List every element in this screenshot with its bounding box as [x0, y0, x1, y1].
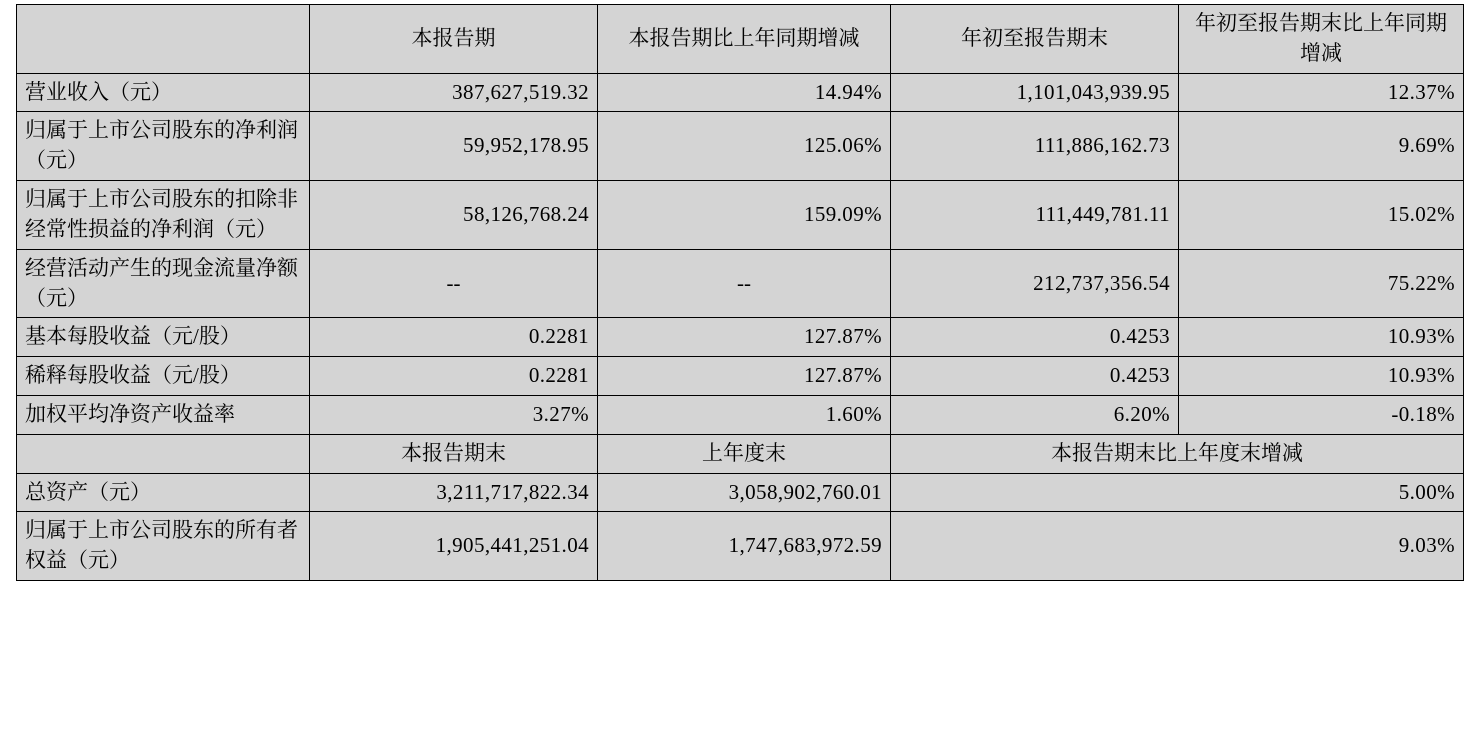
cell-operating-cashflow-ytd: 212,737,356.54 [891, 249, 1179, 318]
table-row [17, 512, 1464, 581]
table-row [17, 73, 1464, 112]
cell-weighted-roe-current-yoy: 1.60% [598, 395, 891, 434]
cell-net-profit-excl-ytd-yoy: 15.02% [1179, 181, 1464, 250]
cell-net-profit-excl-current: 58,126,768.24 [310, 181, 598, 250]
cell-total-assets-change: 5.00% [891, 473, 1464, 512]
cell-revenue-current-yoy: 14.94% [598, 73, 891, 112]
table-row [17, 357, 1464, 396]
cell-weighted-roe-current: 3.27% [310, 395, 598, 434]
cell-equity-change: 9.03% [891, 512, 1464, 581]
cell-revenue-ytd: 1,101,043,939.95 [891, 73, 1179, 112]
table-subheader-row [17, 434, 1464, 473]
cell-weighted-roe-ytd-yoy: -0.18% [1179, 395, 1464, 434]
table-row [17, 249, 1464, 318]
header-cell-current-period: 本报告期 [310, 5, 598, 74]
cell-net-profit-ytd: 111,886,162.73 [891, 112, 1179, 181]
subheader-corner-cell [17, 434, 310, 473]
cell-operating-cashflow-current-yoy: -- [598, 249, 891, 318]
cell-net-profit-excl-current-yoy: 159.09% [598, 181, 891, 250]
cell-net-profit-ytd-yoy: 9.69% [1179, 112, 1464, 181]
table-row [17, 473, 1464, 512]
cell-diluted-eps-current-yoy: 127.87% [598, 357, 891, 396]
table-row [17, 181, 1464, 250]
cell-diluted-eps-current: 0.2281 [310, 357, 598, 396]
row-label-revenue: 营业收入（元） [17, 73, 310, 112]
cell-net-profit-current-yoy: 125.06% [598, 112, 891, 181]
cell-basic-eps-ytd: 0.4253 [891, 318, 1179, 357]
cell-operating-cashflow-current: -- [310, 249, 598, 318]
header-corner-cell [17, 5, 310, 74]
cell-operating-cashflow-ytd-yoy: 75.22% [1179, 249, 1464, 318]
subheader-cell-period-end: 本报告期末 [310, 434, 598, 473]
row-label-net-profit: 归属于上市公司股东的净利润（元） [17, 112, 310, 181]
cell-total-assets-period-end: 3,211,717,822.34 [310, 473, 598, 512]
table-header-row [17, 5, 1464, 74]
cell-basic-eps-current: 0.2281 [310, 318, 598, 357]
cell-total-assets-prior-year-end: 3,058,902,760.01 [598, 473, 891, 512]
header-cell-current-period-yoy: 本报告期比上年同期增减 [598, 5, 891, 74]
cell-equity-period-end: 1,905,441,251.04 [310, 512, 598, 581]
header-cell-ytd: 年初至报告期末 [891, 5, 1179, 74]
row-label-equity: 归属于上市公司股东的所有者权益（元） [17, 512, 310, 581]
header-cell-ytd-yoy: 年初至报告期末比上年同期增减 [1179, 5, 1464, 74]
cell-basic-eps-current-yoy: 127.87% [598, 318, 891, 357]
row-label-diluted-eps: 稀释每股收益（元/股） [17, 357, 310, 396]
cell-diluted-eps-ytd: 0.4253 [891, 357, 1179, 396]
row-label-operating-cashflow: 经营活动产生的现金流量净额（元） [17, 249, 310, 318]
table-row [17, 112, 1464, 181]
row-label-net-profit-excl-nonrecurring: 归属于上市公司股东的扣除非经常性损益的净利润（元） [17, 181, 310, 250]
subheader-cell-prior-year-end: 上年度末 [598, 434, 891, 473]
cell-revenue-current: 387,627,519.32 [310, 73, 598, 112]
cell-net-profit-excl-ytd: 111,449,781.11 [891, 181, 1179, 250]
financial-summary-table [16, 4, 1464, 581]
table-row [17, 395, 1464, 434]
cell-diluted-eps-ytd-yoy: 10.93% [1179, 357, 1464, 396]
row-label-total-assets: 总资产（元） [17, 473, 310, 512]
cell-weighted-roe-ytd: 6.20% [891, 395, 1179, 434]
cell-net-profit-current: 59,952,178.95 [310, 112, 598, 181]
cell-basic-eps-ytd-yoy: 10.93% [1179, 318, 1464, 357]
cell-revenue-ytd-yoy: 12.37% [1179, 73, 1464, 112]
table-row [17, 318, 1464, 357]
subheader-cell-change: 本报告期末比上年度末增减 [891, 434, 1464, 473]
cell-equity-prior-year-end: 1,747,683,972.59 [598, 512, 891, 581]
row-label-weighted-roe: 加权平均净资产收益率 [17, 395, 310, 434]
row-label-basic-eps: 基本每股收益（元/股） [17, 318, 310, 357]
